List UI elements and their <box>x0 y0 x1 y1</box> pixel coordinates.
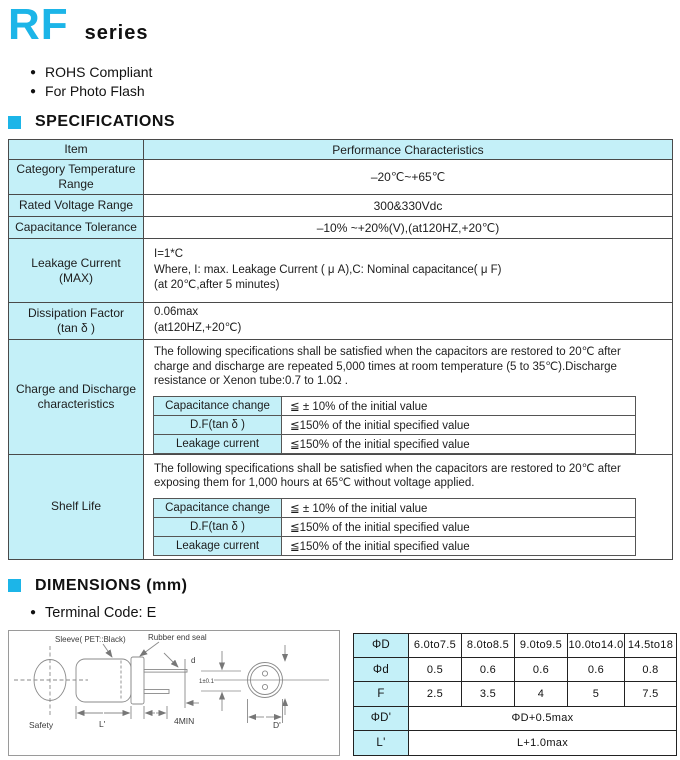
dissipation-label-line2: (tan δ ) <box>56 321 96 335</box>
series-word: series <box>84 22 149 44</box>
dim-row-diameter <box>354 633 677 657</box>
leakage-label-line2: (MAX) <box>59 270 93 285</box>
dimensions-content <box>8 630 680 756</box>
rated-voltage-value: 300&330Vdc <box>144 195 673 217</box>
leakage-formula: I=1*C <box>154 248 184 261</box>
rated-voltage-label: Rated Voltage Range <box>9 195 144 217</box>
dim-span-value: L+1.0max <box>409 731 677 755</box>
charge-discharge-subtable <box>153 396 636 454</box>
shelf-life-subtable <box>153 498 636 556</box>
leakage-sub-value: ≦150% of the initial specified value <box>282 434 636 453</box>
specifications-table <box>8 139 673 560</box>
body-length-label: L' <box>99 718 106 729</box>
specifications-heading <box>8 113 680 131</box>
category-temp-label: Category Temperature Range <box>9 160 144 195</box>
dissipation-label <box>9 303 144 340</box>
specifications-title: SPECIFICATIONS <box>35 113 176 130</box>
dissipation-row <box>9 303 673 340</box>
cap-change-label: Capacitance change <box>154 498 282 517</box>
category-temp-value: –20℃~+65℃ <box>144 160 673 195</box>
shelf-life-label: Shelf Life <box>9 454 144 559</box>
subtable-row <box>154 498 636 517</box>
dim-row-total-length <box>354 731 677 755</box>
dim-value: 3.5 <box>462 682 515 706</box>
dim-value: 0.6 <box>462 657 515 681</box>
dissipation-max: 0.06max <box>154 306 199 319</box>
bullet-icon: ● <box>30 67 37 78</box>
shelf-life-row <box>9 454 673 559</box>
leakage-label-line1: Leakage Current <box>31 255 121 270</box>
df-value: ≦150% of the initial specified value <box>282 517 636 536</box>
dim-value: 6.0to7.5 <box>409 633 462 657</box>
dimensions-heading <box>8 577 680 595</box>
pitch-tolerance-label: 1±0.1 <box>199 678 214 685</box>
dim-value: 9.0to9.5 <box>515 633 568 657</box>
charge-label-line1: Charge and Discharge <box>15 381 137 396</box>
dim-label-phiD-prime: ΦD' <box>354 706 409 730</box>
cap-tolerance-row <box>9 217 673 239</box>
cap-change-value: ≦ ± 10% of the initial value <box>282 396 636 415</box>
dim-value: 4 <box>515 682 568 706</box>
leakage-sub-label: Leakage current <box>154 434 282 453</box>
lead-diameter-label: d <box>191 655 196 665</box>
leakage-current-label <box>9 239 144 303</box>
feature-rohs <box>30 63 680 82</box>
cap-change-value: ≦ ± 10% of the initial value <box>282 498 636 517</box>
dim-label-L-prime: L' <box>354 731 409 755</box>
shelf-life-value <box>144 454 673 559</box>
leakage-current-value <box>144 239 673 303</box>
dimensions-title: DIMENSIONS (mm) <box>35 576 188 594</box>
dim-value: 0.6 <box>515 657 568 681</box>
df-value: ≦150% of the initial specified value <box>282 415 636 434</box>
dim-span-value: ΦD+0.5max <box>409 706 677 730</box>
safety-label: Safety <box>29 719 54 730</box>
sleeve-label: Sleeve( PET::Black) <box>55 634 126 644</box>
dim-value: 8.0to8.5 <box>462 633 515 657</box>
dim-row-lead-spacing <box>354 682 677 706</box>
sleeve-diameter-label: D' <box>273 719 281 730</box>
col-performance-header: Performance Characteristics <box>144 140 673 160</box>
cap-tolerance-value: –10% ~+20%(V),(at120HZ,+20℃) <box>144 217 673 239</box>
dim-label-phiD: ΦD <box>354 633 409 657</box>
dim-value: 0.8 <box>625 657 677 681</box>
dim-label-phid: Φd <box>354 657 409 681</box>
terminal-code-label: Terminal Code: E <box>45 604 157 621</box>
subtable-row <box>154 434 636 453</box>
dim-value: 2.5 <box>409 682 462 706</box>
rated-voltage-row <box>9 195 673 217</box>
section-square-icon <box>8 116 21 129</box>
table-header-row <box>9 140 673 160</box>
leakage-current-row <box>9 239 673 303</box>
subtable-row <box>154 517 636 536</box>
dimensions-table <box>353 633 677 756</box>
dim-value: 14.5to18 <box>625 633 677 657</box>
df-label: D.F(tan δ ) <box>154 517 282 536</box>
lead-min-length-label: 4MIN <box>174 715 195 726</box>
dim-value: 7.5 <box>625 682 677 706</box>
dim-row-sleeve-diameter <box>354 706 677 730</box>
capacitor-diagram-svg <box>9 631 339 755</box>
terminal-code-line <box>30 605 680 621</box>
subtable-row <box>154 536 636 555</box>
feature-photo-flash-label: For Photo Flash <box>45 83 145 99</box>
brand <box>0 0 680 50</box>
series-code: RF <box>8 0 69 49</box>
leakage-condition: (at 20℃,after 5 minutes) <box>154 279 280 292</box>
leakage-sub-value: ≦150% of the initial specified value <box>282 536 636 555</box>
dim-value: 10.0to14.0 <box>568 633 625 657</box>
feature-photo-flash <box>30 82 680 101</box>
subtable-row <box>154 396 636 415</box>
bullet-icon: ● <box>30 86 37 97</box>
section-square-icon <box>8 579 21 592</box>
subtable-row <box>154 415 636 434</box>
charge-discharge-note: The following specifications shall be satisfied when the capacitors are restored to 20℃ after charge and discharge are repeated 5,000 times at room temperature (5 to 35℃).Discharge resistance or Xenon tube:0.7 to 1.0Ω . <box>154 346 621 387</box>
charge-discharge-row <box>9 340 673 455</box>
charge-discharge-label <box>9 340 144 455</box>
capacitor-dimension-diagram <box>8 630 340 756</box>
dim-row-lead-diameter <box>354 657 677 681</box>
dissipation-condition: (at120HZ,+20℃) <box>154 322 242 334</box>
dim-value: 0.5 <box>409 657 462 681</box>
charge-label-line2: characteristics <box>37 396 115 411</box>
col-item-header: Item <box>9 140 144 160</box>
dim-value: 5 <box>568 682 625 706</box>
dissipation-value <box>144 303 673 340</box>
df-label: D.F(tan δ ) <box>154 415 282 434</box>
shelf-life-note: The following specifications shall be satisfied when the capacitors are restored to 20℃ after exposing them for 1,000 hours at 65℃ without voltage applied. <box>154 462 621 489</box>
cap-tolerance-label: Capacitance Tolerance <box>9 217 144 239</box>
cap-change-label: Capacitance change <box>154 396 282 415</box>
dim-label-F: F <box>354 682 409 706</box>
feature-list <box>30 63 680 101</box>
leakage-sub-label: Leakage current <box>154 536 282 555</box>
rubber-end-seal-label: Rubber end seal <box>148 632 207 642</box>
feature-rohs-label: ROHS Compliant <box>45 64 153 80</box>
bullet-icon: ● <box>30 607 37 618</box>
leakage-explanation: Where, I: max. Leakage Current ( μ A),C: Nominal capacitance( μ F) <box>154 263 502 276</box>
dim-value: 0.6 <box>568 657 625 681</box>
charge-discharge-value <box>144 340 673 455</box>
category-temp-row <box>9 160 673 195</box>
dissipation-label-line1: Dissipation Factor <box>27 306 125 320</box>
